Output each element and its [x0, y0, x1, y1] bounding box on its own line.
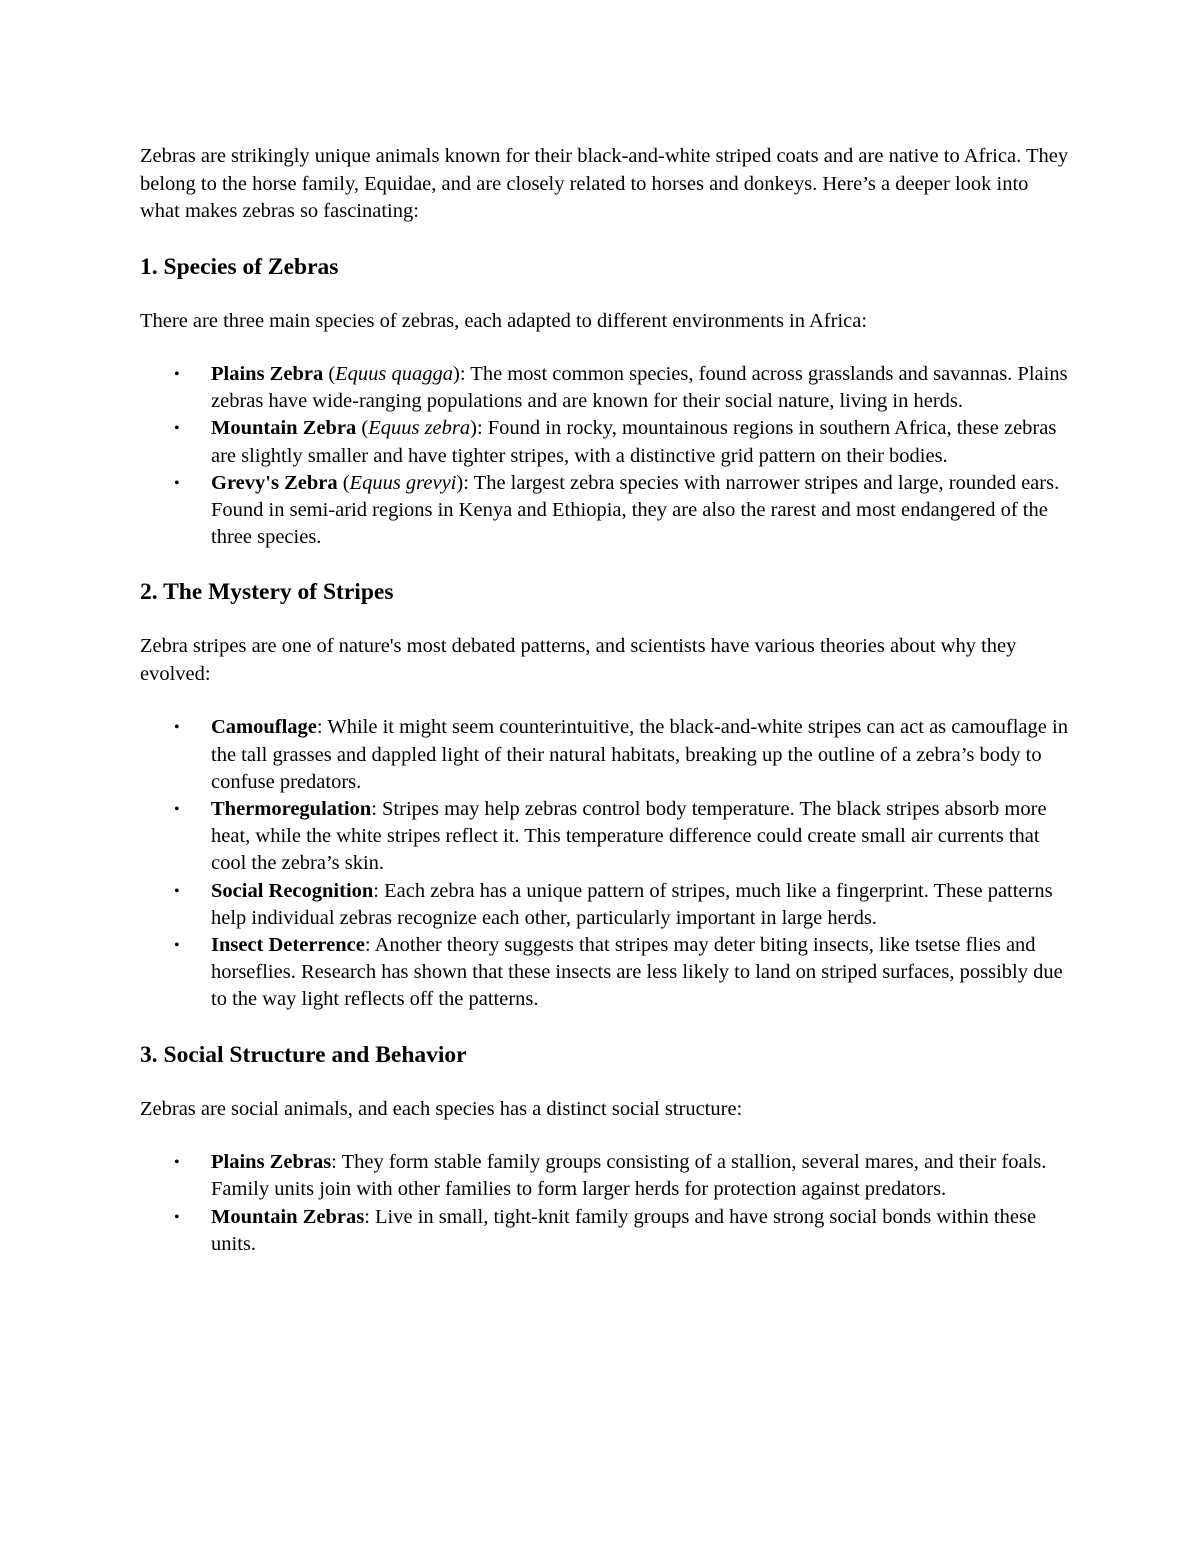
list-item: [140, 361, 1070, 415]
item-paren: (: [337, 471, 350, 494]
item-term: Plains Zebra: [211, 363, 324, 385]
list-item: [140, 796, 1070, 878]
section-intro-stripes: Zebra stripes are one of nature's most debated patterns, and scientists have various theories about why they evolved:: [140, 635, 1017, 685]
item-text: : Stripes may help zebras control body temperature. The black stripes absorb more heat, while the white stripes reflect it. This temperature difference could create small air currents that cool the zebra’s skin.: [211, 798, 1047, 875]
item-text: : They form stable family groups consisting of a stallion, several mares, and their foals. Family units join with other families to form larger herds for protection against predators.: [211, 1151, 1047, 1201]
item-text: : While it might seem counterintuitive, the black-and-white stripes can act as camouflage in the tall grasses and dappled light of their natural habitats, breaking up the outline of a zebra’s body to confuse predators.: [211, 716, 1068, 793]
item-text: : Another theory suggests that stripes may deter biting insects, like tsetse flies and horseflies. Research has shown that these insects are less likely to land on striped surfaces, possibly due to the way light reflects off the patterns.: [211, 934, 1063, 1011]
list-item: [140, 1149, 1070, 1203]
item-text: ): Found in rocky, mountainous regions in southern Africa, these zebras are slightly smaller and have tighter stripes, with a distinctive grid pattern on their bodies.: [211, 417, 1057, 467]
bullet-icon: •: [174, 719, 180, 737]
item-term: Social Recognition: [211, 879, 374, 902]
list-item: [140, 714, 1070, 796]
list-item: [140, 415, 1070, 469]
item-paren: (: [356, 417, 369, 440]
item-term: Mountain Zebra: [211, 417, 357, 440]
item-term: Camouflage: [211, 716, 317, 739]
item-text: : Each zebra has a unique pattern of stripes, much like a fingerprint. These patterns help individual zebras recognize each other, particularly important in large herds.: [211, 879, 1053, 929]
item-scientific-name: Equus quagga: [335, 363, 454, 385]
item-text: ): The largest zebra species with narrower stripes and large, rounded ears. Found in semi-arid regions in Kenya and Ethiopia, they are also the rarest and most endangered of the three species.: [211, 471, 1060, 549]
species-list: [140, 361, 1070, 551]
bullet-icon: •: [174, 420, 180, 438]
bullet-icon: •: [174, 1154, 180, 1172]
item-text: : Live in small, tight-knit family groups and have strong social bonds within these units.: [211, 1205, 1037, 1255]
bullet-icon: •: [174, 366, 180, 383]
social-list: [140, 1149, 1070, 1258]
theories-list: [140, 714, 1070, 1013]
item-term: Thermoregulation: [211, 798, 372, 821]
bullet-icon: •: [174, 882, 180, 900]
item-text: ): The most common species, found across grasslands and savannas. Plains zebras have wide-ranging populations and are known for their social nature, living in herds.: [211, 363, 1068, 413]
item-term: Grevy's Zebra: [211, 471, 338, 494]
list-item: [140, 932, 1070, 1014]
section-heading-stripes: 2. The Mystery of Stripes: [140, 579, 394, 606]
bullet-icon: •: [174, 937, 180, 955]
list-item: [140, 470, 1070, 552]
list-item: [140, 878, 1070, 932]
bullet-icon: •: [174, 801, 180, 819]
section-intro-social: Zebras are social animals, and each species has a distinct social structure:: [140, 1097, 743, 1120]
item-term: Plains Zebras: [211, 1151, 332, 1174]
item-term: Insect Deterrence: [211, 934, 365, 957]
section-intro-species: There are three main species of zebras, each adapted to different environments in Africa:: [140, 309, 868, 332]
document-page: [140, 143, 1070, 1258]
bullet-icon: •: [174, 1208, 180, 1226]
item-term: Mountain Zebras: [211, 1205, 365, 1228]
item-scientific-name: Equus zebra: [368, 417, 471, 440]
bullet-icon: •: [174, 474, 180, 492]
list-item: [140, 1204, 1070, 1258]
section-heading-species: 1. Species of Zebras: [140, 253, 339, 280]
intro-paragraph: Zebras are strikingly unique animals known for their black-and-white striped coats and are native to Africa. They belong to the horse family, Equidae, and are closely related to horses and donkeys. Here’s a deeper look into what makes zebras so fascinating:: [140, 145, 1069, 222]
item-scientific-name: Equus grevyi: [349, 471, 457, 494]
section-heading-social: 3. Social Structure and Behavior: [140, 1041, 467, 1068]
item-paren: (: [323, 363, 336, 385]
